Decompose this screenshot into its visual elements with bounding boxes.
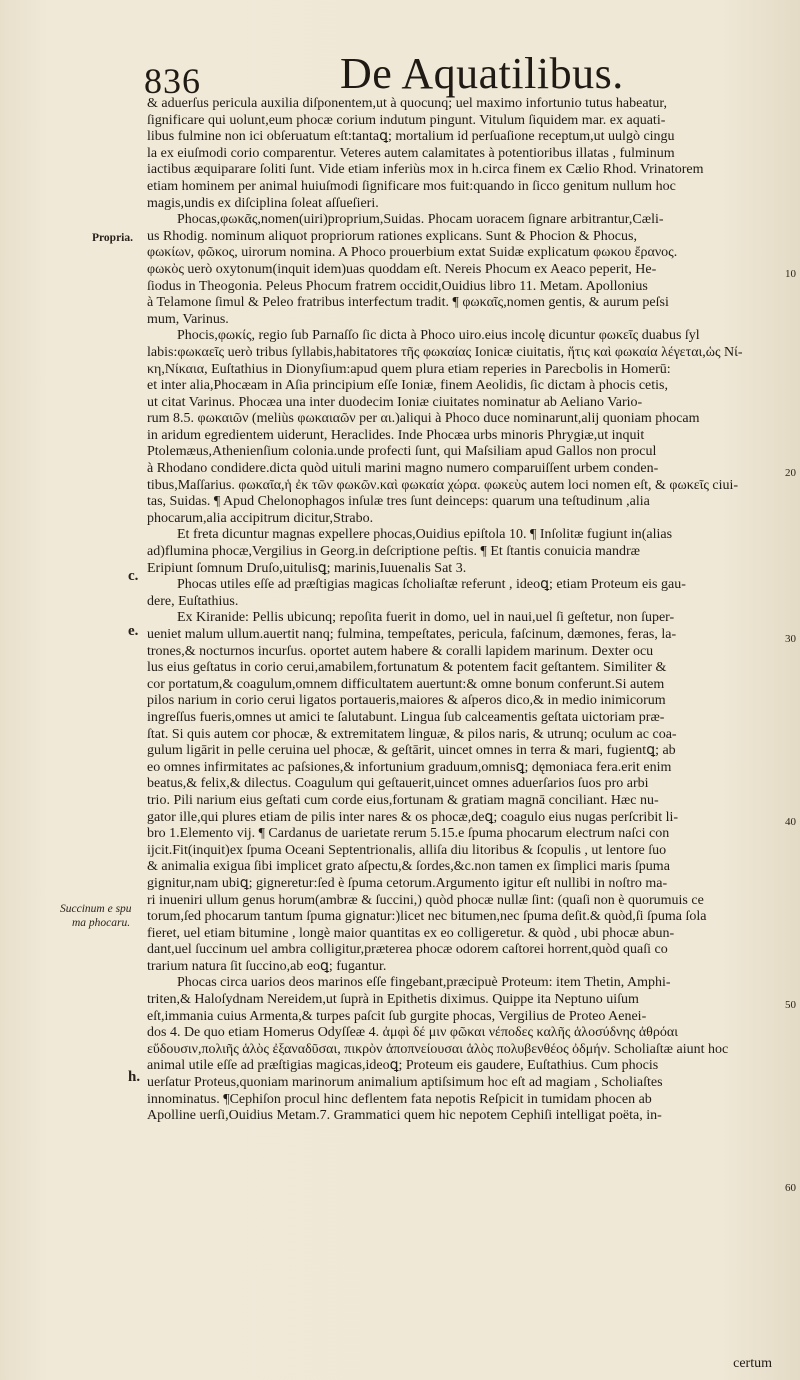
text-line: cor portatum,& coagulum,omnem difficultatem auertunt:& omne bonum conferunt.Si autem <box>147 676 665 692</box>
text-line: magis,undis ex diſciplina ſoleat aſſueſieri. <box>147 195 379 211</box>
running-head-title: De Aquatilibus. <box>340 49 624 98</box>
text-line: Phocas circa uarios deos marinos eſſe fingebant,præcipuè Proteum: item Thetin, Amphi- <box>177 975 671 991</box>
text-line: gignitur,nam ubiꝗ; gigneretur:ſed è ſpuma cetorum.Argumento igitur eſt nullibi in noſtro ma- <box>147 875 668 891</box>
text-line: torum,ſed phocarum tantum ſpuma gignatur:)licet nec bitumen,nec ſpuma deſit.& quòd,ſi ſpuma ſola <box>147 909 707 925</box>
line-number-40: 40 <box>785 816 796 828</box>
text-line: bro 1.Elemento vij. ¶ Cardanus de uarietate rerum 5.15.e ſpuma phocarum electrum naſci con <box>147 826 670 842</box>
text-line: libus fulmine non ici obſeruatum eſt:tantaꝗ; mortalium id perſuaſione receptum,ut uulgò cingu <box>147 129 675 145</box>
text-line: etiam hominem per animal huiuſmodi ſignificare mos fuit:quando in ſicco genitum nullum hoc <box>147 178 676 194</box>
text-line: dos 4. De quo etiam Homerus Odyſſeæ 4. ἀμφὶ δέ μιν φῶκαι νέποδες καλῆς ἁλοσύδνης ἀθρόαι <box>147 1025 678 1041</box>
text-line: tibus,Maſſarius. φωκαῖα,ἡ ἐκ τῶν φωκῶν.καὶ φωκαία χώρα. φωκεὺς autem loci nomen eſt, & φωκεῖς ciui- <box>147 477 739 493</box>
page-number: 836 <box>144 61 201 101</box>
text-line: & aduerſus pericula auxilia diſponentem,ut à quocunq; uel maximo infortunio tutus habeatur, <box>147 96 668 111</box>
text-line: ri inueniri ullum genus horum(ambræ & ſuccini,) quòd phocæ nullæ ſint: (quaſi non è quorumuis ce <box>147 892 704 908</box>
text-line: φωκὸς uerò oxytonum(inquit idem)uas quoddam eſt. Nereis Phocum ex Aeaco peperit, He- <box>147 261 657 277</box>
margin-note-succinum-2: ma phocaru. <box>72 917 131 929</box>
margin-letter-c: c. <box>128 568 139 584</box>
text-line: ijcit.Fit(inquit)ex ſpuma Oceani Septentrionalis, alliſa diu litoribus & ſcopulis , ut lentore ſuo <box>147 842 667 858</box>
text-line: εὕδουσιν,πολιῆς ἁλὸς ἐξαναδῦσαι, πικρὸν ἀποπνείουσαι ἁλὸς πολυβενθέος ὀδμήν. Scholiaſtæ aiunt hoc <box>147 1041 729 1057</box>
text-line: dere, Euſtathius. <box>147 593 239 609</box>
text-line: ueniet malum ullum.auertit nanq; fulmina, tempeſtates, pericula, faſcinum, dæmones, feras, la- <box>147 627 677 642</box>
text-line: Ex Kiranide: Pellis ubicunq; repoſita fuerit in domo, uel in naui,uel ſi geſtetur, non ſuper- <box>177 610 675 626</box>
text-line: eſt,immania cuius Armenta,& turpes paſcit ſub gurgite phocas, Vergilius de Proteo Aenei- <box>147 1008 647 1024</box>
line-number-50: 50 <box>785 999 796 1011</box>
text-line: Phocis,φωκίς, regio ſub Parnaſſo ſic dicta à Phoco uiro.eius incolę dicuntur φωκεῖς duabus ſyl <box>177 328 700 344</box>
text-line: us Rhodig. nominum aliquot propriorum rationes explicans. Sunt & Phocion & Phocus, <box>147 228 637 244</box>
text-line: eo omnes infirmitates ac paſsiones,& infortunium graduum,omnisꝗ; dęmoniaca fera.erit enim <box>147 759 672 775</box>
margin-note-succinum-1: Succinum e spu <box>60 903 132 915</box>
text-line: ut citat Varinus. Phocæa una inter duodecim Ioniæ ciuitates nominatur ab Aeliano Vario- <box>147 394 643 410</box>
text-line: mum, Varinus. <box>147 311 229 327</box>
text-line: κη,Νίκαια, Euſtathius in Dionyſium:apud quem plura etiam reperies in Parecbolis in Homerū: <box>147 361 671 377</box>
line-number-60: 60 <box>785 1182 796 1194</box>
text-line: à Rhodano condidere.dicta quòd uituli marini magno numero comparuiſſent urbem conden- <box>147 461 659 477</box>
text-line: dant,uel ſuccinum uel ambra colligitur,præterea phocæ odorem caſtorei horrent,quòd quaſi co <box>147 942 668 958</box>
text-line: phocarum,alia accipitrum dicitur,Strabo. <box>147 510 374 526</box>
text-line: uerſatur Proteus,quoniam marinorum animalium aptiſsimum hoc eſt ad magiam , Scholiaſtes <box>147 1075 663 1091</box>
text-line: Apolline uerſi,Ouidius Metam.7. Grammatici quem hic nepotem Cephiſi intelligat poëta, in- <box>147 1108 662 1124</box>
text-line: trarium natura ſit ſuccino,ab eoꝗ; fugantur. <box>147 958 387 974</box>
text-line: ad)flumina phocæ,Vergilius in Georg.in deſcriptione peſtis. ¶ Et ſtantis conuicia mandræ <box>147 544 641 560</box>
text-line: trio. Pili narium eius geſtati cum corde eius,fortunam & gratiam magnā conciliant. Hæc nu- <box>147 792 659 808</box>
text-line: Ptolemæus,Athenienſium colonia.unde profecti ſunt, qui Maſsiliam apud Gallos non procul <box>147 444 657 460</box>
text-line: fieret, uel etiam bitumine , longè maior quantitas ex eo colligeretur. & quòd , ubi phocæ abun- <box>147 925 675 941</box>
text-line: & animalia exigua ſibi implicet grato aſpectu,& ſordes,&c.non tamen ex ſimplici maris ſpuma <box>147 859 670 875</box>
text-line: gulum ligārit in pelle ceruina uel phocæ, & geſtārit, uincet omnes in terra & mari, fugientꝗ; ab <box>147 743 676 759</box>
line-number-10: 10 <box>785 268 796 280</box>
text-line: φωκίων, φῶκος, uirorum nomina. A Phoco prouerbium extat Suidæ explicatum φωκου ἔρανος. <box>147 245 678 261</box>
text-line: beatus,& felix,& dilectus. Coagulum qui geſtauerit,uincet omnes aduerſarios ſuos pro arbi <box>147 776 649 792</box>
text-line: iactibus æquiparare ſoliti ſunt. Vide etiam inferiùs mox in h.circa finem ex Cælio Rhod. Vrinatorem <box>147 162 704 178</box>
text-line: pilos narium in corio cerui ligatos portaueris,maiores & aſperos dico,& in medio inimicorum <box>147 693 666 709</box>
text-line: Et freta dicuntur magnas expellere phocas,Ouidius epiſtola 10. ¶ Inſolitæ fugiunt in(alias <box>177 527 673 543</box>
text-body <box>147 96 781 1125</box>
text-line: la ex eiuſmodi corio comparentur. Veteres autem calamitates à potentioribus illatas , fulminum <box>147 145 675 161</box>
text-line: in aridum egredientem uiderunt, Heraclides. Inde Phocæa urbs minoris Phrygiæ,ut inquit <box>147 427 645 443</box>
text-line: animal utile eſſe ad præſtigias magicas,ideoꝗ; Proteum eis gaudere, Euſtathius. Cum phocis <box>147 1058 659 1074</box>
text-line: ſiodus in Theogonia. Peleus Phocum fratrem occidit,Ouidius libro 11. Metam. Apollonius <box>147 278 648 294</box>
margin-letter-h: h. <box>128 1069 141 1085</box>
text-line: tas, Suidas. ¶ Apud Chelonophagos inſulæ tres ſunt deinceps: quarum una teſtudinum ,alia <box>147 494 650 510</box>
catchword: certum <box>733 1356 772 1371</box>
text-line: ſignificare qui uolunt,eum phocæ corium indutum pingunt. Vitulum ſiquidem mar. ex aquati- <box>147 112 666 128</box>
text-line: ſtat. Si quis autem cor phocæ, & extremitatem linguæ, & pilos naris, & utrunq; oculum ac coa- <box>147 726 677 742</box>
text-line: ingreſſus fueris,omnes ut amici te ſalutabunt. Lingua ſub calceamentis geſtata uictoriam præ- <box>147 709 665 725</box>
text-line: rum 8.5. φωκαιῶν (meliùs φωκαιαῶν per αι.)aliqui à Phoco duce nominarunt,alij quoniam phocam <box>147 411 700 427</box>
margin-letter-e: e. <box>128 623 139 639</box>
margin-note-propria: Propria. <box>92 232 133 244</box>
text-line: Phocas utiles eſſe ad præſtigias magicas ſcholiaſtæ referunt , ideoꝗ; etiam Proteum eis gau- <box>177 577 686 593</box>
text-line: et inter alia,Phocæam in Aſia principium eſſe Ioniæ, finem Aeolidis, ſic dictam à phocis cetis, <box>147 378 668 394</box>
text-line: innominatus. ¶Cephiſon procul hinc deflentem fata nepotis Reſpicit in tumidam phocen ab <box>147 1091 652 1107</box>
text-line: Eripiunt ſomnum Druſo,uitulisꝗ; marinis,Iuuenalis Sat 3. <box>147 560 467 576</box>
text-line: à Telamone ſimul & Peleo fratribus interfectum tradit. ¶ φωκαῖς,nomen gentis, & aurum peſsi <box>147 295 669 311</box>
text-line: labis:φωκαεῖς uerò tribus ſyllabis,habitatores τῆς φωκαίας Ionicæ ciuitatis, ἥτις καὶ φωκαία λέγεται,ὡς Νί- <box>147 344 743 360</box>
text-line: Phocas,φωκᾶς,nomen(uiri)proprium,Suidas. Phocam uoracem ſignare arbitrantur,Cæli- <box>177 212 664 228</box>
text-line: trones,& nocturnos incurſus. oportet autem habere & coralli lapidem marinum. Dexter ocu <box>147 643 654 659</box>
text-line: triten,& Haloſydnam Nereidem,ut ſuprà in Epithetis diximus. Quippe ita Neptuno uiſum <box>147 992 639 1008</box>
line-number-20: 20 <box>785 467 796 479</box>
text-line: lus eius geſtatus in corio cerui,amabilem,fortunatum & potentem facit geſtantem. Similiter & <box>147 660 667 676</box>
text-line: gator ille,qui plures etiam de pilis inter nares & os phocæ,deꝗ; coagulo eius nugas perſcribit li- <box>147 809 679 825</box>
line-number-30: 30 <box>785 633 796 645</box>
